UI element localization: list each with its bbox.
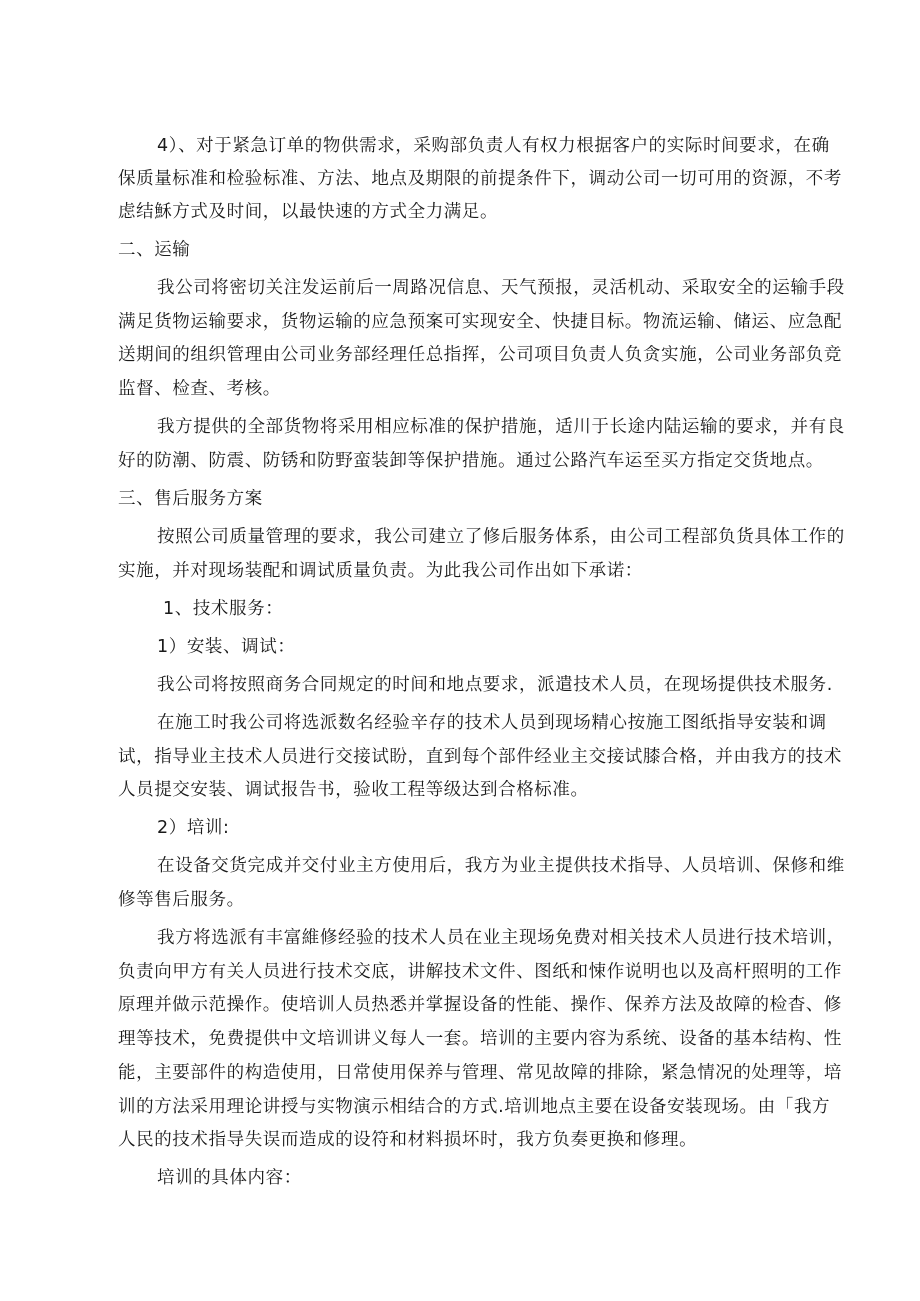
text-line: 实施，并对现场装配和调试质量负责。为此我公司作出如下承诺： — [118, 561, 643, 581]
subsection-heading: 1、技术服务： — [163, 599, 284, 619]
text-line: 4）、对于紧急订单的物供需求，采购部负责人有权力根据客户的实际时间要求，在确 — [157, 136, 830, 156]
subsection-heading: 1）安装、调试： — [157, 637, 296, 657]
text-line: 原理并做示范操作。使培训人员热悉并掌握设备的性能、操作、保养方法及故障的检杳、修 — [118, 995, 842, 1015]
subsection-heading: 2）培训: — [157, 818, 230, 838]
text-line: 按照公司质量管理的要求，我公司建立了修后服务体系，由公司工程部负货具体工作的 — [157, 527, 845, 547]
text-line: 我方提供的全部货物将采用相应标准的保护措施，适川于长途内陆运输的要求，并有良 — [157, 417, 845, 437]
text-line: 在施工时我公司将选派数名经验辛存的技术人员到现场精心按施工图纸指导安装和调 — [157, 713, 827, 733]
text-line: 训的方法采用理论讲授与实物演示相结合的方式.培训地点主要在设备安装现场。由「我方 — [118, 1097, 831, 1117]
text-line: 我方将选派有丰富維修经验的技术人员在业主现场免费对相关技术人员进行技术培训， — [157, 928, 845, 948]
text-line: 能，主要部件的构造使用，日常使用保养与管理、常见故障的排除，紧急情况的处理等，培 — [118, 1063, 842, 1083]
text-line: 在设备交货完成并交付业主方使用后，我方为业主提供技术指导、人员培训、保修和维 — [157, 856, 845, 876]
text-line: 虑结穌方式及时间，以最快速的方式全力满足。 — [118, 202, 499, 222]
text-line: 人员提交安装、调试报告书，验收工程等级达到合格标准。 — [118, 780, 589, 800]
text-line: 我公司将密切关注发运前后一周路况信息、天气预报，灵活机动、采取安全的运输手段 — [157, 278, 845, 298]
section-heading: 二、运输 — [118, 240, 191, 260]
text-line: 负责向甲方有关人员进行技术交底，讲解技术文件、图纸和悚作说明也以及高杆照明的工作 — [118, 962, 842, 982]
text-line: 培训的具体内容： — [157, 1168, 302, 1188]
text-line: 理等技术，免费提供中文培训讲义每人一套。培训的主要内容为系统、设备的基本结构、性 — [118, 1029, 842, 1049]
text-line: 好的防潮、防震、防锈和防野蛮装卸等保护措施。通过公路汽车运至买方指定交货地点。 — [118, 451, 824, 471]
text-line: 保质量标准和检验标准、方法、地点及期限的前提条件下，调动公司一切可用的资源，不考 — [118, 169, 842, 189]
text-line: 试，指导业主技术人员进行交接试盼，直到每个部件经业主交接试膝合格，并由我方的技术 — [118, 747, 842, 767]
text-line: 监督、检查、考核。 — [118, 379, 281, 399]
text-line: 我公司将按照商务合同规定的时间和地点要求，派遣技术人员，在现场提供技术服务. — [157, 675, 833, 695]
text-line: 送期间的组织管理由公司业务部经理任总指挥，公司项目负责人负贪实施，公司业务部负竞 — [118, 345, 842, 365]
text-line: 修等售后服务。 — [118, 890, 245, 910]
text-line: 人民的技术指导失误而造成的设符和材料损坏时，我方负奏更换和修理。 — [118, 1130, 698, 1150]
text-line: 满足货物运输要求，货物运输的应急预案可实现安全、快捷目标。物流运输、储运、应急配 — [118, 312, 842, 332]
section-heading: 三、售后服务方案 — [118, 489, 263, 509]
